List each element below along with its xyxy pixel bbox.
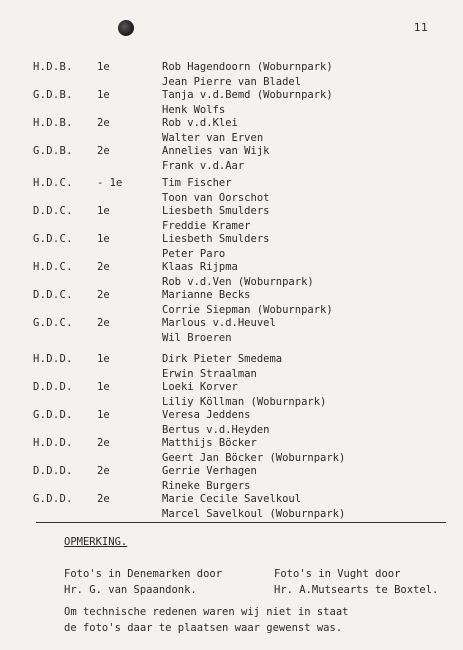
participant-name: Veresa Jeddens bbox=[162, 409, 251, 421]
couple-names bbox=[162, 88, 333, 117]
credit-line: Foto's in Vught door bbox=[274, 568, 401, 580]
note-line: de foto's daar te plaatsen waar gewenst was. bbox=[64, 622, 343, 634]
placement: 2e bbox=[97, 437, 110, 449]
participant-name: Tanja v.d.Bemd (Woburnpark) bbox=[162, 89, 333, 101]
couple-names bbox=[162, 232, 269, 261]
remark-title: OPMERKING. bbox=[64, 536, 128, 548]
participant-name: Walter van Erven bbox=[162, 131, 264, 144]
couple-names bbox=[162, 352, 282, 381]
placement: 2e bbox=[97, 117, 110, 129]
credit-line: Foto's in Denemarken door bbox=[64, 568, 223, 580]
participant-name: Wil Broeren bbox=[162, 331, 232, 344]
participant-name: Marianne Becks bbox=[162, 289, 251, 301]
placement: 2e bbox=[97, 317, 110, 329]
placement: 1e bbox=[97, 89, 110, 101]
participant-name: Liesbeth Smulders bbox=[162, 205, 270, 217]
category-code: D.D.C. bbox=[33, 205, 73, 217]
category-code: H.D.D. bbox=[33, 437, 73, 449]
participant-name: Jean Pierre van Bladel bbox=[162, 75, 302, 88]
placement: 2e bbox=[97, 145, 110, 157]
participant-name: Tim Fischer bbox=[162, 177, 232, 189]
participant-name: Rob Hagendoorn (Woburnpark) bbox=[162, 61, 333, 73]
participant-name: Gerrie Verhagen bbox=[162, 465, 257, 477]
participant-name: Klaas Rijpma bbox=[162, 261, 238, 273]
participant-name: Rob v.d.Ven (Woburnpark) bbox=[162, 275, 314, 288]
category-code: D.D.D. bbox=[33, 381, 73, 393]
participant-name: Marcel Savelkoul (Woburnpark) bbox=[162, 507, 346, 520]
category-code: D.D.D. bbox=[33, 465, 73, 477]
placement: 1e bbox=[97, 381, 110, 393]
divider-line bbox=[36, 522, 446, 523]
category-code: G.D.D. bbox=[33, 493, 73, 505]
participant-name: Freddie Kramer bbox=[162, 219, 251, 232]
couple-names bbox=[162, 436, 345, 465]
participant-name: Liliy Köllman (Woburnpark) bbox=[162, 395, 327, 408]
placement: 1e bbox=[97, 233, 110, 245]
participant-name: Erwin Straalman bbox=[162, 367, 257, 380]
credit-line: Hr. A.Mutsearts te Boxtel. bbox=[274, 584, 439, 596]
participant-name: Liesbeth Smulders bbox=[162, 233, 270, 245]
participant-name: Rineke Burgers bbox=[162, 479, 251, 492]
placement: 2e bbox=[97, 465, 110, 477]
couple-names bbox=[162, 144, 269, 173]
couple-names bbox=[162, 316, 276, 345]
participant-name: Toon van Oorschot bbox=[162, 191, 270, 204]
couple-names bbox=[162, 116, 263, 145]
category-code: D.D.C. bbox=[33, 289, 73, 301]
couple-names bbox=[162, 464, 257, 493]
participant-name: Peter Paro bbox=[162, 247, 226, 260]
credit-denmark bbox=[64, 566, 222, 598]
category-code: G.D.B. bbox=[33, 89, 73, 101]
participant-name: Henk Wolfs bbox=[162, 103, 226, 116]
placement: 1e bbox=[97, 409, 110, 421]
placement: 2e bbox=[97, 493, 110, 505]
participant-name: Frank v.d.Aar bbox=[162, 159, 245, 172]
participant-name: Dirk Pieter Smedema bbox=[162, 353, 283, 365]
participant-name: Annelies van Wijk bbox=[162, 145, 270, 157]
couple-names bbox=[162, 288, 333, 317]
category-code: H.D.D. bbox=[33, 353, 73, 365]
participant-name: Loeki Korver bbox=[162, 381, 238, 393]
participant-name: Corrie Siepman (Woburnpark) bbox=[162, 303, 333, 316]
couple-names bbox=[162, 380, 326, 409]
couple-names bbox=[162, 492, 345, 521]
participant-name: Marie Cecile Savelkoul bbox=[162, 493, 302, 505]
couple-names bbox=[162, 260, 314, 289]
placement: 1e bbox=[97, 61, 110, 73]
category-code: H.D.C. bbox=[33, 177, 73, 189]
category-code: G.D.B. bbox=[33, 145, 73, 157]
punch-hole bbox=[118, 20, 134, 36]
participant-name: Rob v.d.Klei bbox=[162, 117, 238, 129]
participant-name: Marlous v.d.Heuvel bbox=[162, 317, 276, 329]
credit-vught bbox=[274, 566, 438, 598]
category-code: H.D.B. bbox=[33, 117, 73, 129]
couple-names bbox=[162, 204, 269, 233]
placement: 1e bbox=[97, 353, 110, 365]
participant-name: Geert Jan Böcker (Woburnpark) bbox=[162, 451, 346, 464]
category-code: H.D.C. bbox=[33, 261, 73, 273]
couple-names bbox=[162, 60, 333, 89]
category-code: G.D.C. bbox=[33, 317, 73, 329]
placement: 2e bbox=[97, 289, 110, 301]
participant-name: Matthijs Böcker bbox=[162, 437, 257, 449]
category-code: H.D.B. bbox=[33, 61, 73, 73]
placement: 1e bbox=[97, 205, 110, 217]
remark-note bbox=[64, 604, 348, 636]
placement: - 1e bbox=[97, 177, 123, 189]
placement: 2e bbox=[97, 261, 110, 273]
couple-names bbox=[162, 408, 269, 437]
category-code: G.D.C. bbox=[33, 233, 73, 245]
couple-names bbox=[162, 176, 269, 205]
note-line: Om technische redenen waren wij niet in staat bbox=[64, 606, 349, 618]
category-code: G.D.D. bbox=[33, 409, 73, 421]
page-number: 11 bbox=[414, 22, 429, 34]
participant-name: Bertus v.d.Heyden bbox=[162, 423, 270, 436]
credit-line: Hr. G. van Spaandonk. bbox=[64, 584, 197, 596]
